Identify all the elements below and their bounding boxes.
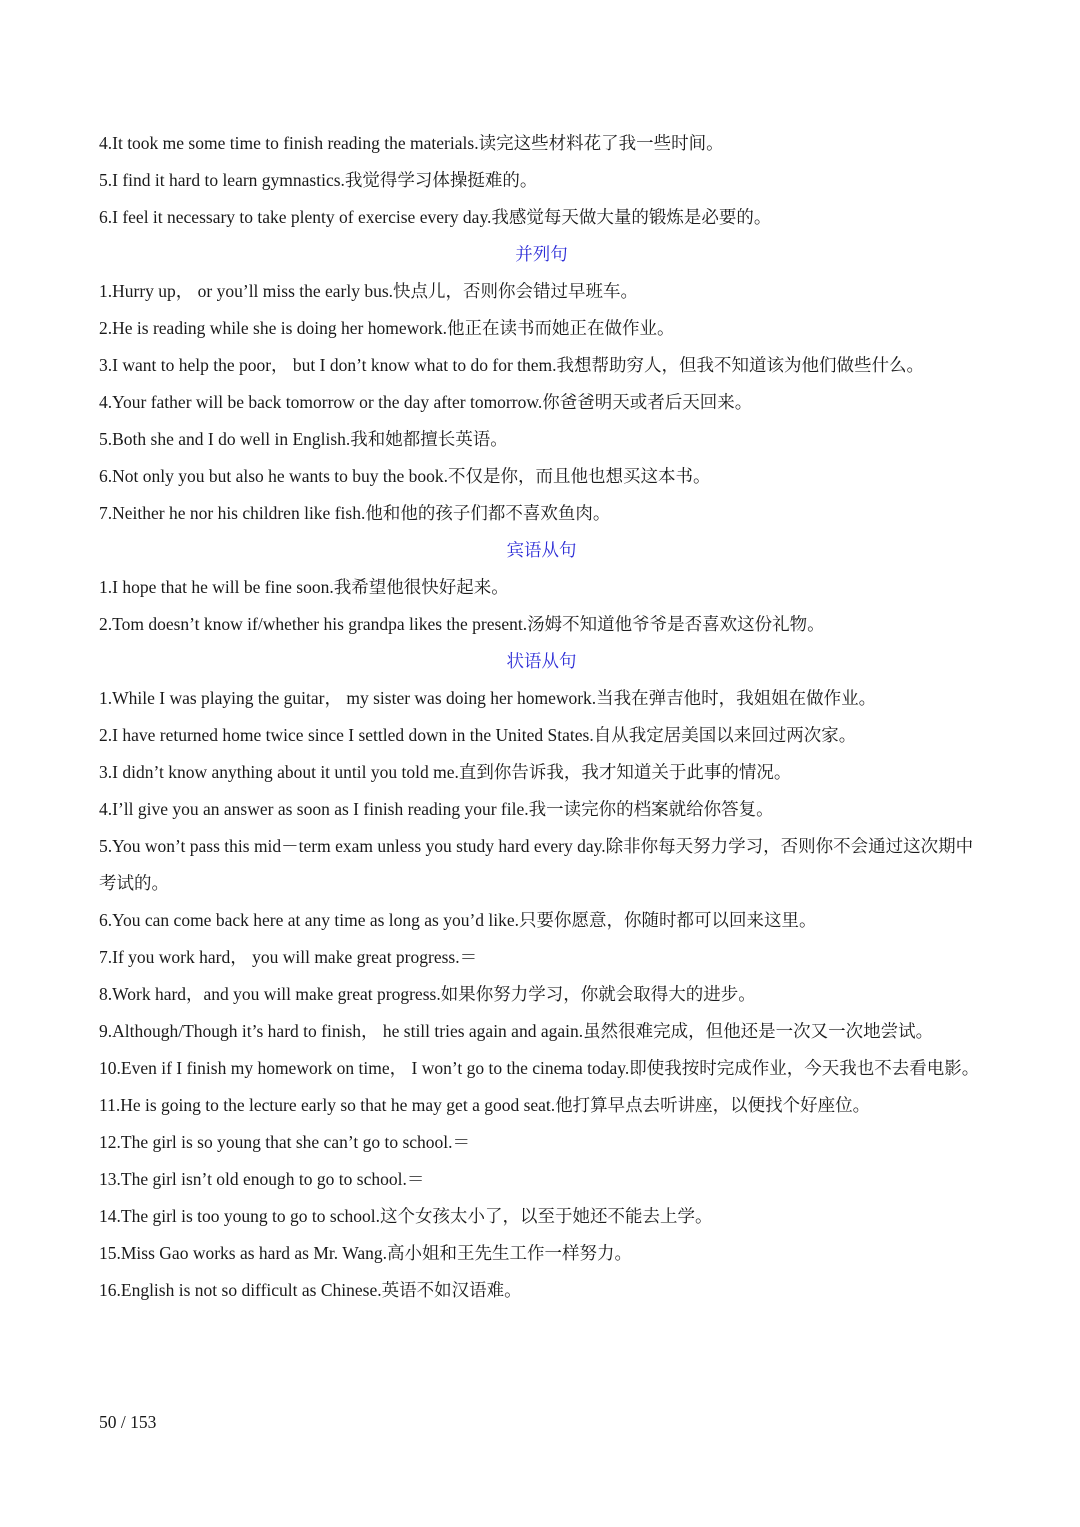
list-item: 16.English is not so difficult as Chinese.英语不如汉语难。 — [99, 1280, 522, 1300]
text-line: 5.I find it hard to learn gymnastics.我觉得学习体操挺难的。 — [99, 170, 538, 190]
section-heading: 状语从句 — [506, 651, 577, 671]
list-item: 3.I didn’t know anything about it until you told me.直到你告诉我，我才知道关于此事的情况。 — [99, 762, 792, 782]
list-item: 6.Not only you but also he wants to buy the book.不仅是你，而且他也想买这本书。 — [99, 466, 711, 486]
list-item: 2.I have returned home twice since I settled down in the United States.自从我定居美国以来回过两次家。 — [99, 725, 857, 745]
list-item: 12.The girl is so young that she can’t go to school.＝ — [99, 1132, 471, 1152]
list-item: 4.I’ll give you an answer as soon as I finish reading your file.我一读完你的档案就给你答复。 — [99, 799, 774, 819]
list-item: 13.The girl isn’t old enough to go to school.＝ — [99, 1169, 425, 1189]
list-item: 7.If you work hard， you will make great progress.＝ — [99, 947, 478, 967]
text-line: 4.It took me some time to finish reading the materials.读完这些材料花了我一些时间。 — [99, 133, 724, 153]
text-line: 6.I feel it necessary to take plenty of exercise every day.我感觉每天做大量的锻炼是必要的。 — [99, 207, 772, 227]
list-item: 7.Neither he nor his children like fish.他和他的孩子们都不喜欢鱼肉。 — [99, 503, 611, 523]
list-item: 1.Hurry up， or you’ll miss the early bus.快点儿，否则你会错过早班车。 — [99, 281, 639, 301]
list-item: 15.Miss Gao works as hard as Mr. Wang.高小姐和王先生工作一样努力。 — [99, 1243, 632, 1263]
list-item: 1.While I was playing the guitar， my sister was doing her homework.当我在弹吉他时，我姐姐在做作业。 — [99, 688, 877, 708]
list-item: 5.You won’t pass this mid－term exam unless you study hard every day.除非你每天努力学习，否则你不会通过这次期中考试的。 — [99, 836, 974, 893]
page-number: 50 / 153 — [99, 1412, 157, 1432]
list-item: 9.Although/Though it’s hard to finish， he still tries again and again.虽然很难完成，但他还是一次又一次地尝试。 — [99, 1021, 934, 1041]
section-heading: 并列句 — [515, 244, 568, 264]
list-item: 8.Work hard，and you will make great progress.如果你努力学习，你就会取得大的进步。 — [99, 984, 756, 1004]
document-body — [99, 125, 984, 1309]
list-item: 11.He is going to the lecture early so that he may get a good seat.他打算早点去听讲座，以便找个好座位。 — [99, 1095, 871, 1115]
list-item: 4.Your father will be back tomorrow or the day after tomorrow.你爸爸明天或者后天回来。 — [99, 392, 753, 412]
list-item: 10.Even if I finish my homework on time， I won’t go to the cinema today.即使我按时完成作业，今天我也不去看电影。 — [99, 1058, 980, 1078]
list-item: 5.Both she and I do well in English.我和她都擅长英语。 — [99, 429, 508, 449]
list-item: 2.Tom doesn’t know if/whether his grandpa likes the present.汤姆不知道他爷爷是否喜欢这份礼物。 — [99, 614, 825, 634]
list-item: 2.He is reading while she is doing her homework.他正在读书而她正在做作业。 — [99, 318, 675, 338]
list-item: 14.The girl is too young to go to school.这个女孩太小了，以至于她还不能去上学。 — [99, 1206, 713, 1226]
list-item: 1.I hope that he will be fine soon.我希望他很快好起来。 — [99, 577, 509, 597]
list-item: 3.I want to help the poor， but I don’t know what to do for them.我想帮助穷人，但我不知道该为他们做些什么。 — [99, 355, 925, 375]
section-heading: 宾语从句 — [506, 540, 577, 560]
list-item: 6.You can come back here at any time as long as you’d like.只要你愿意，你随时都可以回来这里。 — [99, 910, 817, 930]
